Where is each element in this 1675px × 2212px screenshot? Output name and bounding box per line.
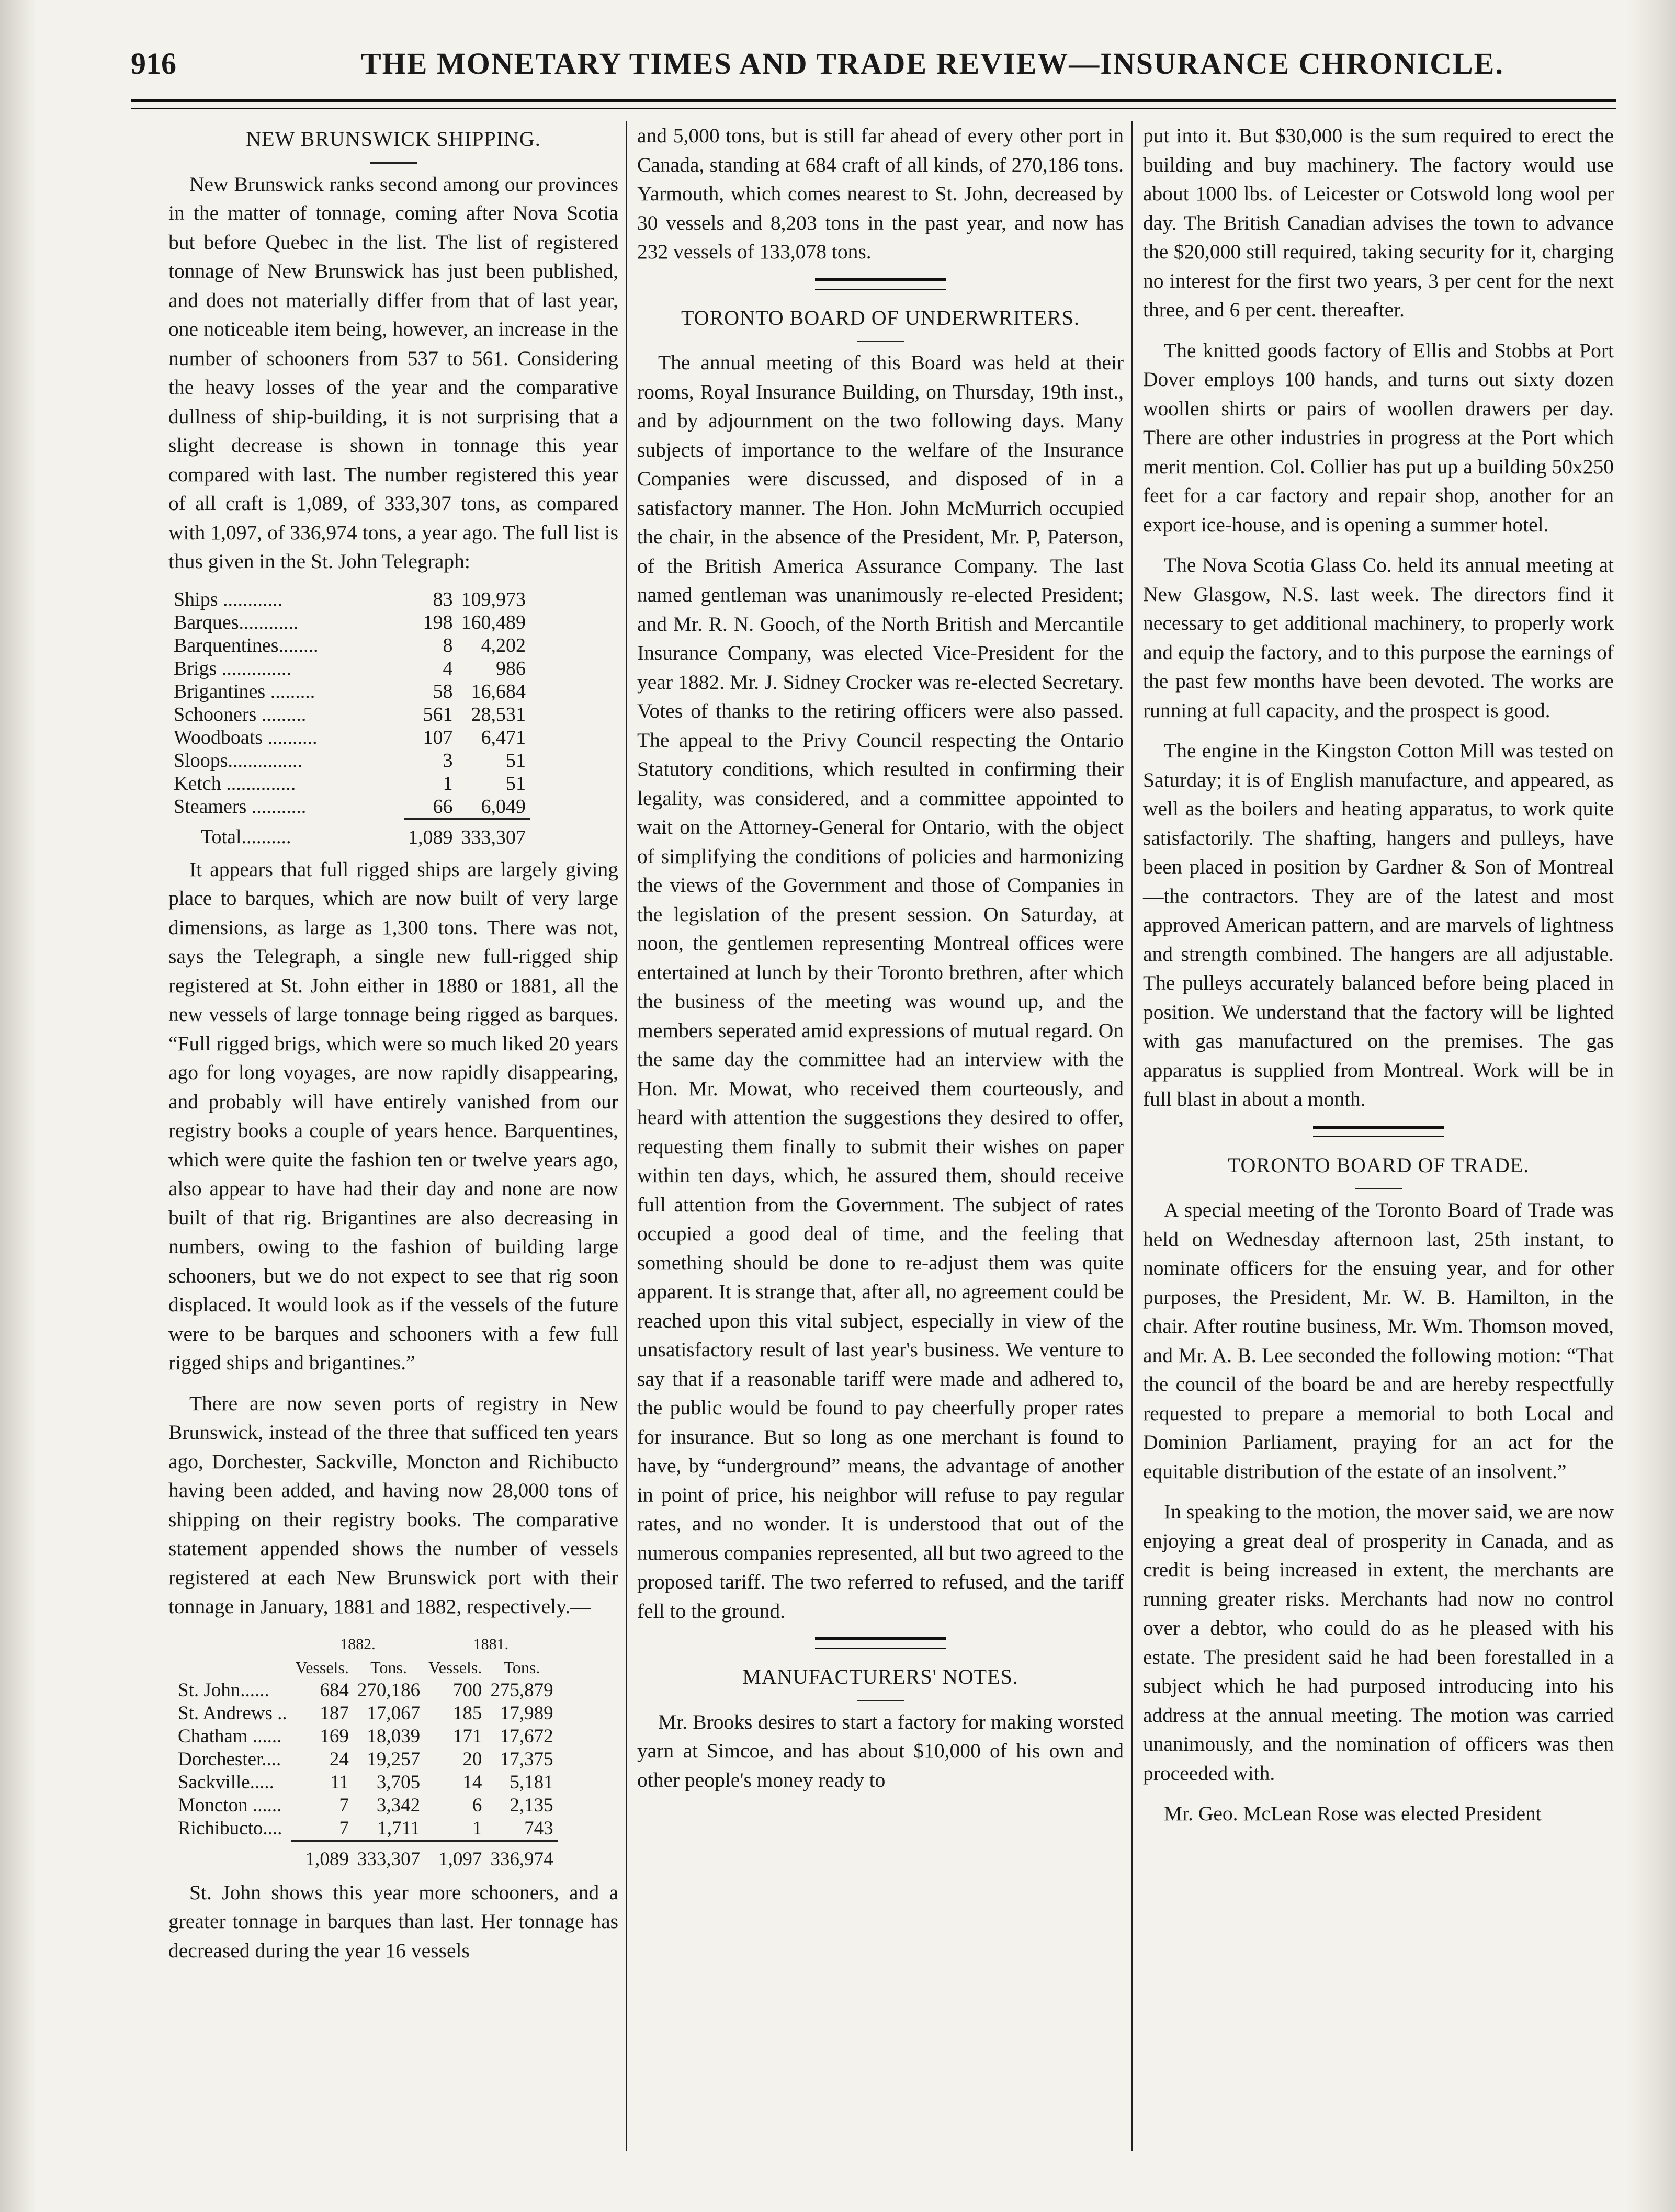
table-row xyxy=(169,795,530,819)
table-header-row xyxy=(174,1656,558,1679)
article-paragraph: It appears that full rigged ships are largely giving place to barques, which are now built of very large dimensions, as large as 1,300 tons. There was not, says the Telegraph, a single new full-rigged ship registered at St. John either in 1880 or 1881, all the new vessels of large tonnage being rigged as barques. “Full rigged brigs, which were so much liked 20 years ago for long voyages, are now rapidly disappearing, and probably will have entirely vanished from our registry books a couple of years hence. Barquentines, which were quite the fashion ten or twelve years ago, also appear to have had their day and none are now built of that rig. Brigantines are also decreasing in numbers, owing to the fashion of building large schooners, but we do not expect to see that rig soon displaced. It would look as if the vessels of the future were to be barques and schooners with a few full rigged ships and brigantines.” xyxy=(168,857,618,1374)
tons-1882: 3,705 xyxy=(376,1771,421,1793)
vessel-count: 1 xyxy=(443,772,453,795)
vessel-tons: 6,049 xyxy=(481,795,526,818)
article-heading: TORONTO BOARD OF UNDERWRITERS. xyxy=(637,303,1124,343)
port-name: Richibucto.... xyxy=(178,1818,282,1840)
tons-1882: 1,711 xyxy=(377,1817,421,1839)
column-divider xyxy=(1131,121,1133,2151)
tons-1882: 3,342 xyxy=(376,1794,421,1816)
vessel-type: Ships ............ xyxy=(174,588,282,610)
table-row xyxy=(174,1817,558,1841)
port-name: St. Andrews .. xyxy=(178,1702,287,1724)
tons-1881: 275,879 xyxy=(490,1679,553,1701)
section-separator xyxy=(1313,1126,1444,1137)
vessel-tons: 109,973 xyxy=(461,588,526,610)
tons-1882: 17,067 xyxy=(367,1702,421,1724)
tons-1882: 270,186 xyxy=(357,1679,421,1701)
vessel-count: 3 xyxy=(443,749,453,772)
vessel-count: 4 xyxy=(443,657,453,679)
ports-comparison-table xyxy=(174,1633,558,1871)
column-divider xyxy=(626,121,627,2151)
year-1881: 1881. xyxy=(473,1635,509,1653)
table-total-row xyxy=(174,1841,558,1871)
vessels-1882: 7 xyxy=(339,1794,349,1816)
article-paragraph: put into it. But $30,000 is the sum required to erect the building and buy machinery. The factory would use about 1000 lbs. of Leicester or Cotswold long wool per day. The British Canadian advises the town to advance the $20,000 still required, taking security for it, charging no interest for the first two years, 3 per cent for the next three, and 6 per cent. thereafter. xyxy=(1143,124,1614,321)
tons-1881: 2,135 xyxy=(510,1794,553,1816)
table-row xyxy=(174,1702,558,1725)
vessel-type: Ketch .............. xyxy=(174,772,296,795)
table-year-row xyxy=(174,1633,558,1656)
total-tons-1882: 333,307 xyxy=(353,1841,424,1871)
vessels-1882: 187 xyxy=(320,1702,349,1724)
article-heading: MANUFACTURERS' NOTES. xyxy=(637,1662,1124,1701)
article-heading: NEW BRUNSWICK SHIPPING. xyxy=(168,124,618,164)
table-row xyxy=(174,1748,558,1771)
vessels-1881: 700 xyxy=(452,1679,482,1701)
table-row xyxy=(174,1771,558,1794)
running-title: THE MONETARY TIMES AND TRADE REVIEW—INSURANCE CHRONICLE. xyxy=(361,47,1504,81)
vessel-count: 66 xyxy=(433,795,453,818)
vessels-1881: 6 xyxy=(472,1794,482,1816)
vessel-count: 198 xyxy=(423,611,453,633)
vessel-count: 8 xyxy=(443,634,453,656)
table-row xyxy=(169,611,530,634)
article-paragraph: The annual meeting of this Board was held at their rooms, Royal Insurance Building, on Thursday, 19th inst., and by adjournment on the two following days. Many subjects of importance to the welfare of the Insurance Companies were discussed, and disposed of in a satisfactory manner. The Hon. John McMurrich occupied the chair, in the absence of the President, Mr. P, Paterson, of the British America Assurance Company. The last named gentleman was unanimously re-elected President; and Mr. R. N. Gooch, of the North British and Mercantile Insurance Company, was elected Vice-President for the year 1882. Mr. J. Sidney Crocker was re-elected Secretary. Votes of thanks to the retiring officers were also passed. The appeal to the Privy Council respecting the Ontario Statutory conditions, which resulted in confirming their legality, was considered, and a committee appointed to wait on the Attorney-General for Ontario, with the object of simplifying the conditions of policies and harmonizing the views of the Government and those of Companies in the legislation of the present session. On Saturday, at noon, the gentlemen representing Montreal offices were entertained at lunch by their Toronto brethren, after which the business of the meeting was wound up, and the members seperated amid expressions of mutual regard. On the same day the committee had an interview with the Hon. Mr. Mowat, who received them courteously, and heard with attention the suggestions they desired to offer, requesting them finally to submit their wishes on paper within ten days, which, he assured them, should receive full attention from the Government. The subject of rates occupied a good deal of time, and the feeling that something should be done to re-adjust them was quite apparent. It is strange that, after all, no agreement could be reached upon this vital subject, especially in view of the unsatisfactory result of last year's business. We venture to say that if a reasonable tariff were made and adhered to, the public would be found to pay cheerfully proper rates for insurance. But so long as one merchant is found to have, by “underground” means, the advantage of another in point of price, his neighbor will refuse to pay regular rates, and no wonder. It is understood that out of the numerous companies represented, all but two agreed to the proposed tariff. The two referred to refused, and the tariff fell to the ground. xyxy=(637,351,1124,1623)
table-row xyxy=(169,749,530,772)
article-paragraph: In speaking to the motion, the mover said, we are now enjoying a great deal of prosperity in Canada, and as credit is being increased in extent, the merchants are running greater risks. Merchants had now no control over a debtor, who could do as he pleased with his estate. The president said he had been forestalled in a subject which he had purposed introducing into his address at the annual meeting. The motion was carried unanimously, and the nomination of officers was then proceeded with. xyxy=(1143,1500,1614,1785)
article-paragraph: and 5,000 tons, but is still far ahead of every other port in Canada, standing at 684 craft of all kinds, of 270,186 tons. Yarmouth, which comes nearest to St. John, decreased by 30 vessels and 8,203 tons in the past year, and now has 232 vessels of 133,078 tons. xyxy=(637,124,1124,263)
vessels-1881: 171 xyxy=(452,1725,482,1747)
vessel-tons: 51 xyxy=(506,749,526,772)
registered-tonnage-table xyxy=(169,588,530,849)
vessels-1881: 185 xyxy=(452,1702,482,1724)
table-total-row xyxy=(169,819,530,849)
total-vessels-1881: 1,097 xyxy=(424,1841,486,1871)
port-name: Moncton ...... xyxy=(178,1794,282,1816)
total-count: 1,089 xyxy=(404,819,457,849)
vessel-type: Brigantines ......... xyxy=(174,680,315,702)
vessel-tons: 6,471 xyxy=(481,726,526,748)
section-separator xyxy=(815,278,946,290)
table-row xyxy=(169,772,530,795)
table-row xyxy=(169,680,530,703)
vessel-type: Barques............ xyxy=(174,611,299,633)
port-name: Sackville..... xyxy=(178,1771,274,1793)
table-row xyxy=(174,1679,558,1702)
vessels-1881: 20 xyxy=(462,1748,482,1770)
vessel-count: 107 xyxy=(423,726,453,748)
scan-edge-left xyxy=(0,0,37,2212)
vessel-tons: 4,202 xyxy=(481,634,526,656)
tons-1882: 19,257 xyxy=(367,1748,421,1770)
vessel-type: Sloops............... xyxy=(174,749,302,772)
tons-1881: 743 xyxy=(524,1817,553,1839)
vessel-tons: 16,684 xyxy=(471,680,526,702)
port-name: St. John...... xyxy=(178,1679,269,1701)
column-header-vessels: Vessels. xyxy=(295,1658,349,1677)
vessel-type: Barquentines........ xyxy=(174,634,319,656)
tons-1881: 17,375 xyxy=(500,1748,553,1770)
section-separator xyxy=(815,1637,946,1649)
article-paragraph: St. John shows this year more schooners, and a greater tonnage in barques than last. Her tonnage has decreased during the year 16 vessels xyxy=(168,1880,618,1962)
table-row xyxy=(169,657,530,680)
tons-1881: 17,989 xyxy=(500,1702,553,1724)
vessels-1881: 14 xyxy=(462,1771,482,1793)
year-1882: 1882. xyxy=(340,1635,376,1653)
total-vessels-1882: 1,089 xyxy=(291,1841,353,1871)
column-header-tons: Tons. xyxy=(370,1658,407,1677)
vessels-1882: 7 xyxy=(339,1817,349,1839)
table-row xyxy=(169,703,530,726)
vessel-count: 58 xyxy=(433,680,453,702)
vessels-1882: 24 xyxy=(329,1748,349,1770)
vessel-tons: 28,531 xyxy=(471,703,526,725)
table-row xyxy=(169,726,530,749)
vessel-type: Steamers ........... xyxy=(174,796,307,818)
port-name: Dorchester.... xyxy=(178,1748,281,1770)
article-paragraph: There are now seven ports of registry in New Brunswick, instead of the three that sufficed ten years ago, Dorchester, Sackville, Moncton and Richibucto having been added, and having now 28,000 tons of shipping on their registry books. The comparative statement appended shows the number of vessels registered at each New Brunswick port with their tonnage in January, 1881 and 1882, respectively.— xyxy=(168,1391,618,1618)
vessel-type: Schooners ......... xyxy=(174,703,307,725)
page-number: 916 xyxy=(131,47,176,81)
table-row xyxy=(174,1794,558,1817)
page-header xyxy=(131,36,1637,98)
total-tons: 333,307 xyxy=(457,819,530,849)
tons-1881: 5,181 xyxy=(510,1771,553,1793)
column-header-tons: Tons. xyxy=(503,1658,540,1677)
vessel-type: Woodboats .......... xyxy=(174,726,318,748)
vessels-1882: 684 xyxy=(320,1679,349,1701)
table-row xyxy=(174,1725,558,1748)
port-name: Chatham ...... xyxy=(178,1725,282,1747)
vessel-tons: 160,489 xyxy=(461,611,526,633)
vessel-type: Brigs .............. xyxy=(174,657,291,679)
total-label: Total.......... xyxy=(201,825,291,848)
vessels-1881: 1 xyxy=(472,1817,482,1839)
column-3 xyxy=(1143,121,1614,1840)
tons-1882: 18,039 xyxy=(367,1725,421,1747)
article-heading: TORONTO BOARD OF TRADE. xyxy=(1143,1151,1614,1190)
article-paragraph: New Brunswick ranks second among our provinces in the matter of tonnage, coming after Nova Scotia but before Quebec in the list. The list of registered tonnage of New Brunswick has just been published, and does not materially differ from that of last year, one noticeable item being, however, an increase in the number of schooners from 537 to 561. Considering the heavy losses of the year and the comparative dullness of ship-building, it is not surprising that a slight decrease is shown in tonnage this year compared with last. The number registered this year of all craft is 1,089, of 333,307 tons, as compared with 1,097, of 336,974 tons, a year ago. The full list is thus given in the St. John Telegraph: xyxy=(168,172,618,573)
vessel-count: 83 xyxy=(433,588,453,610)
article-paragraph: Mr. Brooks desires to start a factory for making worsted yarn at Simcoe, and has about $10,000 of his own and other people's money ready to xyxy=(637,1710,1124,1791)
article-paragraph: A special meeting of the Toronto Board of Trade was held on Wednesday afternoon last, 25th instant, to nominate officers for the ensuing year, and for other purposes, the President, Mr. W. B. Hamilton, in the chair. After routine business, Mr. Wm. Thomson moved, and Mr. A. B. Lee seconded the following motion: “That the council of the board be and are hereby respectfully requested to prepare a memorial to both Local and Dominion Parliament, praying for an act for the equitable distribution of the estate of an insolvent.” xyxy=(1143,1198,1614,1483)
table-row xyxy=(169,588,530,611)
vessel-tons: 986 xyxy=(496,657,526,679)
scan-edge-right xyxy=(1627,0,1675,2212)
vessels-1882: 11 xyxy=(330,1771,349,1793)
vessel-tons: 51 xyxy=(506,772,526,795)
article-paragraph: The Nova Scotia Glass Co. held its annual meeting at New Glasgow, N.S. last week. The directors find it necessary to get additional machinery, to properly work and equip the factory, and to this purpose the earnings of the past few months have been devoted. The works are running at full capacity, and the prospect is good. xyxy=(1143,553,1614,722)
article-paragraph: The knitted goods factory of Ellis and Stobbs at Port Dover employs 100 hands, and turns out sixty dozen woollen shirts or pairs of woollen drawers per day. There are other industries in progress at the Port which merit mention. Col. Collier has put up a building 50x250 feet for a car factory and repair shop, another for an export ice-house, and is opening a summer hotel. xyxy=(1143,338,1614,536)
article-paragraph: The engine in the Kingston Cotton Mill was tested on Saturday; it is of English manufacture, and appeared, as well as the boilers and heating apparatus, to work quite satisfactorily. The shafting, hangers and pulleys, have been placed in position by Gardner & Son of Montreal—the contractors. They are of the latest and most approved American pattern, and are marvels of lightness and strength combined. The hangers are all adjustable. The pulleys accurately balanced before being placed in position. We understand that the factory will be lighted with gas manufactured on the premises. The gas apparatus is supplied from Montreal. Work will be in full blast in about a month. xyxy=(1143,739,1614,1110)
vessels-1882: 169 xyxy=(320,1725,349,1747)
header-rule xyxy=(131,99,1616,109)
total-tons-1881: 336,974 xyxy=(486,1841,557,1871)
column-2 xyxy=(637,121,1124,1806)
table-row xyxy=(169,634,530,657)
vessel-count: 561 xyxy=(423,703,453,725)
column-1 xyxy=(168,121,618,1977)
tons-1881: 17,672 xyxy=(500,1725,553,1747)
article-paragraph: Mr. Geo. McLean Rose was elected President xyxy=(1164,1802,1542,1825)
column-header-vessels: Vessels. xyxy=(428,1658,482,1677)
